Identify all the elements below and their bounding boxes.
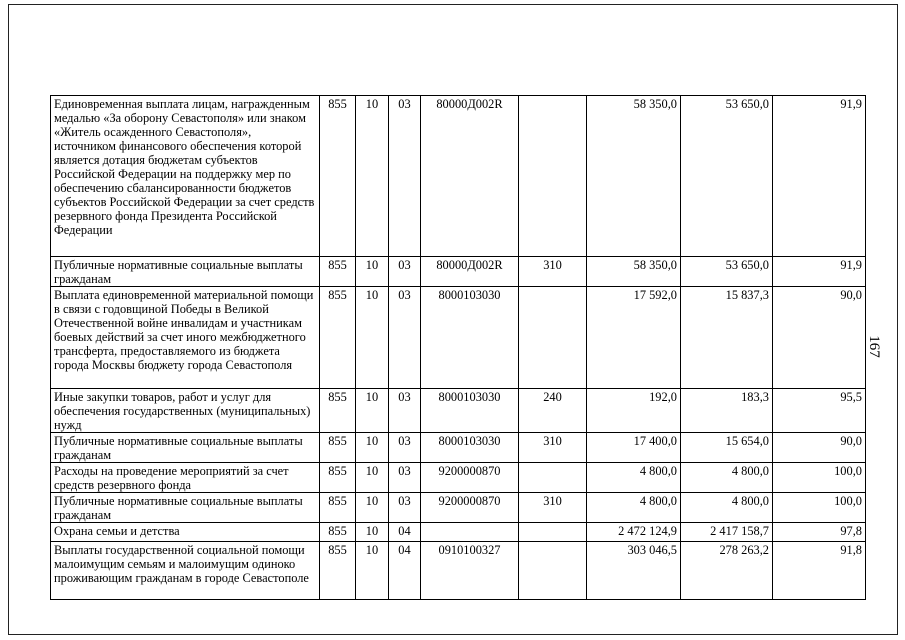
row-name: Выплаты государственной социальной помощи малоимущим семьям и малоимущим одиноко проживающим гражданам в городе Севастополе: [51, 542, 320, 600]
row-target-article: 9200000870: [421, 493, 519, 523]
budget-table: [50, 95, 866, 600]
row-subsection-code: 04: [389, 523, 421, 542]
row-execution-percent: 97,8: [773, 523, 866, 542]
row-plan-amount: 303 046,5: [587, 542, 681, 600]
row-execution-percent: 100,0: [773, 463, 866, 493]
table-row: [51, 523, 866, 542]
row-name: Выплата единовременной материальной помощи в связи с годовщиной Победы в Великой Отечественной войне инвалидам и участникам боевых действий за счет иного межбюджетного трансферта, предоставляемого из бюджета города Москвы бюджету города Севастополя: [51, 287, 320, 389]
row-plan-amount: 4 800,0: [587, 463, 681, 493]
row-subsection-code: 03: [389, 433, 421, 463]
row-ved-code: 855: [320, 463, 356, 493]
row-plan-amount: 17 400,0: [587, 433, 681, 463]
row-execution-percent: 91,8: [773, 542, 866, 600]
row-plan-amount: 58 350,0: [587, 96, 681, 257]
row-actual-amount: 2 417 158,7: [681, 523, 773, 542]
row-ved-code: 855: [320, 523, 356, 542]
row-name: Публичные нормативные социальные выплаты гражданам: [51, 493, 320, 523]
row-execution-percent: 90,0: [773, 287, 866, 389]
row-subsection-code: 03: [389, 287, 421, 389]
row-target-article: 8000103030: [421, 389, 519, 433]
row-subsection-code: 03: [389, 257, 421, 287]
row-ved-code: 855: [320, 433, 356, 463]
row-actual-amount: 4 800,0: [681, 493, 773, 523]
row-name: Публичные нормативные социальные выплаты гражданам: [51, 433, 320, 463]
row-actual-amount: 4 800,0: [681, 463, 773, 493]
row-name: Единовременная выплата лицам, награжденным медалью «За оборону Севастополя» или знаком «Житель осажденного Севастополя», источником финансового обеспечения которой является дотация бюджетам субъектов Российской Федерации на поддержку мер по обеспечению сбалансированности бюджетов субъектов Российской Федерации за счет средств резервного фонда Президента Российской Федерации: [51, 96, 320, 257]
row-section-code: 10: [356, 96, 389, 257]
row-actual-amount: 53 650,0: [681, 96, 773, 257]
row-ved-code: 855: [320, 542, 356, 600]
row-actual-amount: 53 650,0: [681, 257, 773, 287]
row-ved-code: 855: [320, 389, 356, 433]
row-section-code: 10: [356, 257, 389, 287]
row-execution-percent: 95,5: [773, 389, 866, 433]
row-expense-type: [519, 287, 587, 389]
row-section-code: 10: [356, 389, 389, 433]
row-expense-type: [519, 463, 587, 493]
table-row: [51, 257, 866, 287]
table-row: [51, 287, 866, 389]
row-plan-amount: 4 800,0: [587, 493, 681, 523]
row-plan-amount: 2 472 124,9: [587, 523, 681, 542]
row-name: Расходы на проведение мероприятий за счет средств резервного фонда: [51, 463, 320, 493]
table-row: [51, 389, 866, 433]
row-plan-amount: 58 350,0: [587, 257, 681, 287]
row-ved-code: 855: [320, 257, 356, 287]
table-body: [51, 96, 866, 600]
row-ved-code: 855: [320, 493, 356, 523]
row-actual-amount: 15 654,0: [681, 433, 773, 463]
table-row: [51, 433, 866, 463]
row-subsection-code: 04: [389, 542, 421, 600]
table-row: [51, 96, 866, 257]
table-row: [51, 542, 866, 600]
row-target-article: 0910100327: [421, 542, 519, 600]
row-section-code: 10: [356, 542, 389, 600]
row-plan-amount: 192,0: [587, 389, 681, 433]
row-expense-type: [519, 523, 587, 542]
row-name: Охрана семьи и детства: [51, 523, 320, 542]
row-subsection-code: 03: [389, 389, 421, 433]
row-target-article: 9200000870: [421, 463, 519, 493]
row-expense-type: [519, 542, 587, 600]
row-execution-percent: 90,0: [773, 433, 866, 463]
row-expense-type: 240: [519, 389, 587, 433]
row-section-code: 10: [356, 287, 389, 389]
row-actual-amount: 278 263,2: [681, 542, 773, 600]
row-section-code: 10: [356, 463, 389, 493]
row-section-code: 10: [356, 433, 389, 463]
row-name: Иные закупки товаров, работ и услуг для обеспечения государственных (муниципальных) нужд: [51, 389, 320, 433]
row-name: Публичные нормативные социальные выплаты гражданам: [51, 257, 320, 287]
row-subsection-code: 03: [389, 493, 421, 523]
row-ved-code: 855: [320, 287, 356, 389]
row-expense-type: [519, 96, 587, 257]
table-row: [51, 463, 866, 493]
row-target-article: 8000103030: [421, 287, 519, 389]
table-row: [51, 493, 866, 523]
row-execution-percent: 91,9: [773, 96, 866, 257]
row-section-code: 10: [356, 523, 389, 542]
row-plan-amount: 17 592,0: [587, 287, 681, 389]
row-execution-percent: 100,0: [773, 493, 866, 523]
row-ved-code: 855: [320, 96, 356, 257]
row-target-article: 80000Д002R: [421, 96, 519, 257]
row-subsection-code: 03: [389, 463, 421, 493]
row-expense-type: 310: [519, 493, 587, 523]
row-target-article: [421, 523, 519, 542]
row-target-article: 8000103030: [421, 433, 519, 463]
row-execution-percent: 91,9: [773, 257, 866, 287]
row-target-article: 80000Д002R: [421, 257, 519, 287]
row-expense-type: 310: [519, 433, 587, 463]
row-expense-type: 310: [519, 257, 587, 287]
row-subsection-code: 03: [389, 96, 421, 257]
page-number: 167: [865, 335, 882, 358]
row-actual-amount: 183,3: [681, 389, 773, 433]
row-actual-amount: 15 837,3: [681, 287, 773, 389]
row-section-code: 10: [356, 493, 389, 523]
